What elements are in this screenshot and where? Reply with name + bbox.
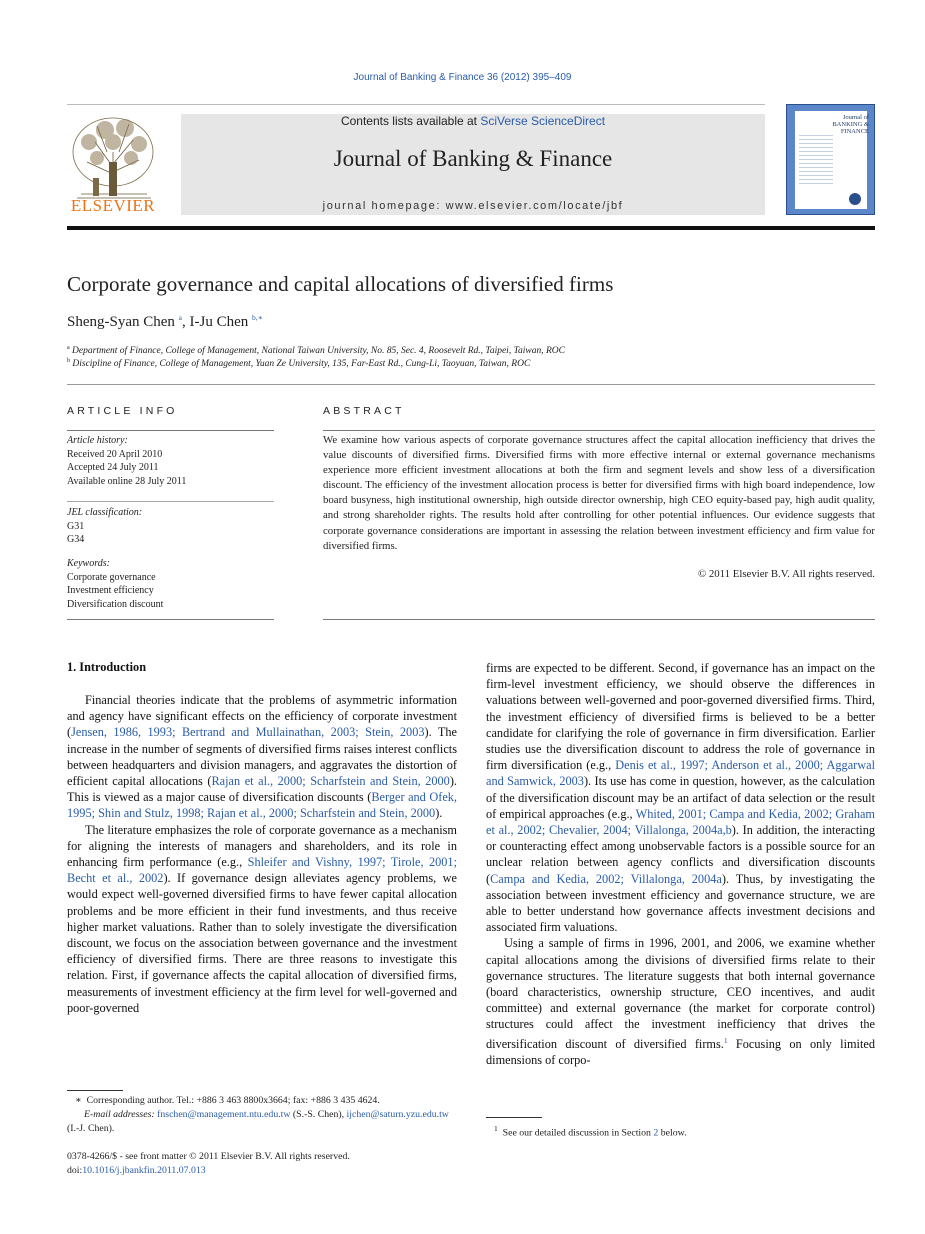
footnote-text: See our detailed discussion in Section (502, 1127, 654, 1139)
footnote-rule (67, 1090, 123, 1091)
author-list (67, 313, 263, 331)
jel-classification (67, 506, 274, 547)
author-affil-marker[interactable]: a (178, 313, 183, 322)
elsevier-wordmark: ELSEVIER (70, 196, 156, 215)
article-history (67, 434, 274, 488)
cover-title: Journal of BANKING & FINANCE (832, 114, 869, 135)
footnote-marker: ∗ (75, 1095, 82, 1106)
footnote-marker: 1 (494, 1124, 498, 1133)
paragraph (67, 822, 457, 1016)
keyword: Corporate governance (67, 571, 156, 583)
online-date: Available online 28 July 2011 (67, 475, 187, 487)
email-link[interactable]: ijchen@saturn.yzu.edu.tw (346, 1109, 449, 1120)
corresponding-author-note (75, 1094, 457, 1108)
author-separator: , (182, 314, 190, 330)
section-heading: 1. Introduction (67, 660, 147, 674)
jel-code: G34 (67, 534, 85, 545)
footnote-1 (494, 1122, 874, 1140)
footnote-rule (486, 1117, 542, 1118)
elsevier-logo (67, 112, 159, 216)
citation-link[interactable]: Campa and Kedia, 2002; Villalonga, 2004a (490, 871, 722, 886)
doi-label: doi: (67, 1165, 83, 1176)
paragraph (486, 935, 875, 1068)
article-info-heading: ARTICLE INFO (67, 405, 178, 417)
article-info-rule (67, 501, 274, 502)
jel-code: G31 (67, 520, 85, 532)
journal-title: Journal of Banking & Finance (333, 146, 613, 171)
text-run: ). The increase in the number of segments of diversified firms raises interest conflicts between headquarters and division managers, and aggravates the distortion of efficient capital allocations ( (67, 725, 457, 789)
text-run: ). If governance design alleviates agency problems, we would expect well-governed diversified firms to have fewer capital allocation problems and be more efficient in their fund investments, and thus receive higher market valuations. Rather than to solely investigate the diversification discount, we focus on the association between governance and the investment efficiency of diversified firms. There are three reasons to investigate this relation. First, if governance affects the capital allocation of diversified firms, measurements of investment efficiency at the firm level for well-governed and poor-governed (67, 871, 457, 1015)
abstract-text: We examine how various aspects of corporate governance structures affect the capital allocation inefficiency that drives the value discounts of diversified firms. Diversified firms with more effective internal or external governance mechanisms experience more efficient investment allocations at both the firm and segment levels and show less of a diversification discount. The efficiency of the investment allocation process is better for diversified firms with high board independence, low board busyness, high institutional ownership, high outside director ownership, high CEO equity-based pay, high audit quality, and strong shareholder rights. The results hold after controlling for other potential influences. Our evidence suggests that corporate governance considerations are important in assessing the relation between investment efficiency and firm value for diversified firms. (323, 434, 875, 552)
abstract-heading: ABSTRACT (323, 405, 405, 417)
journal-cover-image (786, 104, 875, 215)
jel-label: JEL classification: (67, 507, 143, 518)
text-run: ). (435, 806, 443, 821)
section-link[interactable]: 2 (653, 1127, 659, 1139)
citation-link[interactable]: Whited, 2001; Campa and Kedia, 2002; Graham et al., 2002; Chevalier, 2004; Villalonga, 2004a,b (486, 806, 875, 838)
text-run: ). In addition, the interacting or counteracting effect among unobservable factors is a possible source for an unclear relation between agency conflicts and diversification discounts ( (486, 823, 875, 886)
email-link[interactable]: fnschen@management.ntu.edu.tw (157, 1109, 291, 1120)
abstract-rule (323, 619, 875, 620)
citation-link[interactable]: Shleifer and Vishny, 1997; Tirole, 2001; Becht et al., 2002 (67, 855, 457, 886)
header-top-rule (67, 104, 765, 105)
body-column-right (486, 660, 875, 1068)
footnote-text: below. (658, 1127, 687, 1139)
footnote-text: (S.-S. Chen), (290, 1109, 347, 1120)
keywords-label: Keywords: (67, 558, 110, 569)
keywords (67, 557, 274, 611)
paragraph (486, 660, 875, 935)
header-bottom-rule (67, 226, 875, 230)
text-run: The literature emphasizes the role of corporate governance as a mechanism for aligning the interests of managers and shareholders, and its role in enhancing firm performance (e.g., (67, 822, 457, 870)
text-run: Using a sample of firms in 1996, 2001, and 2006, we examine whether capital allocations among the divisions of diversified firms relate to their governance structures. The literature suggests that both internal governance (board characteristics, ownership structure, CEO incentives, and audit committee) and external governance (the market for corporate control) structures could affect the investment inefficiency that drives the diversification discount of diversified firms. (486, 936, 875, 1051)
citation-link[interactable]: Rajan et al., 2000; Scharfstein and Stein, 2000 (211, 774, 450, 789)
text-run: firms are expected to be different. Second, if governance has an impact on the firm-level investment efficiency, we should observe the differences in valuations between well-governed and poor-governed diversified firms. Third, the investment efficiency of diversified firms is believed to be a better candidate for clarifying the role of governance in firm diversification. Earlier studies use the diversification discount to address the role of governance in firm diversification (e.g., (486, 661, 875, 773)
paragraph (67, 692, 457, 822)
author-name: I-Ju Chen (189, 314, 249, 330)
accepted-date: Accepted 24 July 2011 (67, 462, 159, 473)
journal-citation[interactable]: Journal of Banking & Finance 36 (2012) 395–409 (353, 72, 572, 83)
issn-line: 0378-4266/$ - see front matter © 2011 Elsevier B.V. All rights reserved. (67, 1151, 350, 1162)
author-affil-marker[interactable]: b,∗ (252, 313, 263, 322)
received-date: Received 20 April 2010 (67, 448, 163, 460)
doi-link[interactable]: 10.1016/j.jbankfin.2011.07.013 (82, 1165, 206, 1176)
citation-link[interactable]: Jensen, 1986, 1993; Bertrand and Mullainathan, 2003; Stein, 2003 (71, 725, 425, 740)
text-run: Financial theories indicate that the problems of asymmetric information and agency have significant effects on the efficiency of corporate investment ( (67, 693, 457, 740)
doi-line (67, 1164, 206, 1178)
article-info-rule (67, 430, 274, 431)
contents-line (181, 114, 765, 128)
cover-emblem-icon (849, 193, 861, 205)
affiliation-marker: a (67, 345, 70, 351)
affiliation-marker: b (67, 358, 70, 364)
abstract-rule (323, 430, 875, 431)
article-title: Corporate governance and capital allocations of diversified firms (67, 272, 614, 296)
contents-prefix: Contents lists available at (340, 114, 481, 128)
author-name: Sheng-Syan Chen (67, 314, 175, 330)
text-run: Focusing on only limited dimensions of corpo- (486, 1036, 875, 1067)
abstract-copyright: © 2011 Elsevier B.V. All rights reserved. (697, 568, 875, 580)
citation-link[interactable]: Denis et al., 1997; Anderson et al., 2000; Aggarwal and Samwick, 2003 (486, 758, 876, 789)
journal-homepage[interactable]: journal homepage: www.elsevier.com/locate/jbf (322, 200, 624, 212)
footnote-marker[interactable]: 1 (723, 1035, 728, 1045)
affiliation-a (67, 345, 565, 356)
email-note (67, 1108, 457, 1135)
text-run: ). Thus, by investigating the association between investment efficiency and governance structure, we are able to better understand how governance affects investment decisions and associated firm valuations. (486, 871, 875, 935)
footnote-text: (I.-J. Chen). (67, 1122, 115, 1134)
section-divider (67, 384, 875, 385)
body-column-left (67, 676, 457, 1016)
affiliation-text: Department of Finance, College of Management, National Taiwan University, No. 85, Sec. 4, Roosevelt Rd., Taipei, Taiwan, ROC (72, 346, 565, 357)
email-label: E-mail addresses: (84, 1109, 158, 1120)
text-run: ). This is viewed as a major cause of diversification discounts ( (67, 774, 457, 805)
citation-link[interactable]: Berger and Ofek, 1995; Shin and Stulz, 1998; Rajan et al., 2000; Scharfstein and Stein, 2000 (67, 790, 458, 821)
affiliation-text: Discipline of Finance, College of Management, Yuan Ze University, 135, Far-East Rd., Cung-Li, Taoyuan, Taiwan, ROC (72, 359, 531, 370)
keyword: Investment efficiency (67, 585, 154, 596)
keyword: Diversification discount (67, 598, 164, 610)
affiliation-b (67, 358, 530, 369)
article-info-rule (67, 619, 274, 620)
cover-text-lines (799, 135, 833, 185)
text-run: ). Its use has come in question, however, as the calculation of the diversification discount may be an artifact of data selection or the result of empirical approaches (e.g., (486, 774, 875, 821)
history-label: Article history: (67, 435, 128, 446)
sciencedirect-link[interactable]: SciVerse ScienceDirect (480, 114, 606, 128)
footnote-text: Corresponding author. Tel.: +886 3 463 8800x3664; fax: +886 3 435 4624. (86, 1095, 380, 1106)
